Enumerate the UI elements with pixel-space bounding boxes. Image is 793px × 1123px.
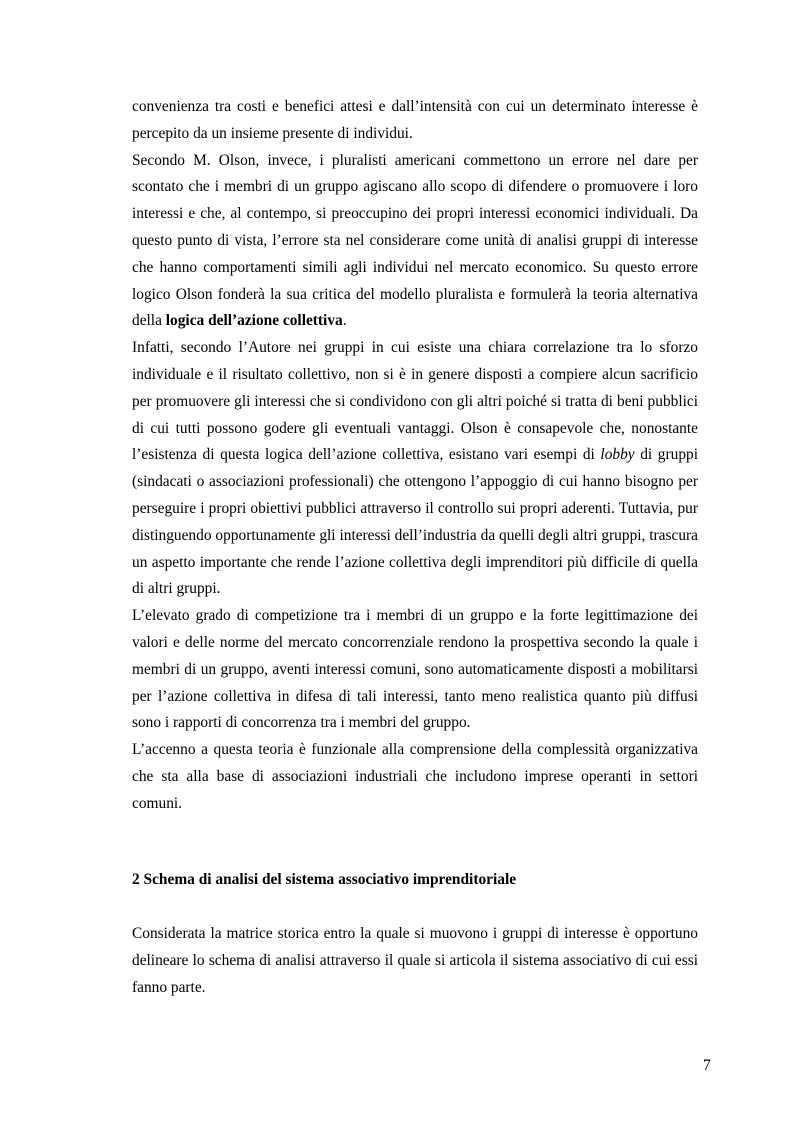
text-segment: di gruppi (sindacati o associazioni professionali) che ottengono l’appoggio di cui hanno bisogno per perseguire i propri obiettivi pubblici attraverso il controllo sui propri aderenti. Tuttavia, pur distinguendo opportunamente gli interessi dell’industria da quelli degli altri gruppi, trascura un aspetto importante che rende l’azione collettiva degli imprenditori più difficile di quella di altri gruppi.: [132, 446, 698, 598]
paragraph-4: [132, 603, 698, 737]
paragraph-2: [132, 148, 698, 336]
text-segment: Infatti, secondo l’Autore nei gruppi in cui esiste una chiara correlazione tra lo sforzo individuale e il risultato collettivo, non si è in genere disposti a compiere alcun sacrificio per promuovere gli interessi che si condividono con gli altri poiché si tratta di beni pubblici di cui tutti possono godere gli eventuali vantaggi. Olson è consapevole che, nonostante l’esistenza di questa logica dell’azione collettiva, esistano vari esempi di: [132, 339, 698, 464]
text-segment: Secondo M. Olson, invece, i pluralisti americani commettono un errore nel dare per scontato che i membri di un gruppo agiscano allo scopo di difendere o promuovere i loro interessi e che, al contempo, si preoccupino dei propri interessi economici individuali. Da questo punto di vista, l’errore sta nel considerare come unità di analisi gruppi di interesse che hanno comportamenti simili agli individui nel mercato economico. Su questo errore logico Olson fonderà la sua critica del modello pluralista e formulerà la teoria alternativa della: [132, 151, 698, 330]
page-number: 7: [703, 1057, 711, 1074]
body-text: [132, 94, 698, 818]
paragraph-5: [132, 737, 698, 817]
text-segment: convenienza tra costi e benefici attesi e dall’intensità con cui un determinato interesse è percepito da un insieme presente di individui.: [132, 98, 698, 142]
text-segment: .: [342, 312, 347, 330]
bold-term: logica dell’azione collettiva: [165, 312, 343, 330]
closing-paragraph: Considerata la matrice storica entro la quale si muovono i gruppi di interesse è opportuno delineare lo schema di analisi attraverso il quale si articola il sistema associativo di cui essi fanno parte.: [132, 925, 698, 996]
italic-term: lobby: [600, 446, 635, 464]
section-heading: 2 Schema di analisi del sistema associativo imprenditoriale: [132, 871, 517, 888]
text-segment: L’accenno a questa teoria è funzionale alla comprensione della complessità organizzativa che sta alla base di associazioni industriali che includono imprese operanti in settori comuni.: [132, 741, 698, 812]
paragraph-3: [132, 335, 698, 603]
paragraph-1: [132, 94, 698, 148]
text-segment: L’elevato grado di competizione tra i membri di un gruppo e la forte legittimazione dei valori e delle norme del mercato concorrenziale rendono la prospettiva secondo la quale i membri di un gruppo, aventi interessi comuni, sono automaticamente disposti a mobilitarsi per l’azione collettiva in difesa di tali interessi, tanto meno realistica quanto più diffusi sono i rapporti di concorrenza tra i membri del gruppo.: [132, 607, 698, 732]
